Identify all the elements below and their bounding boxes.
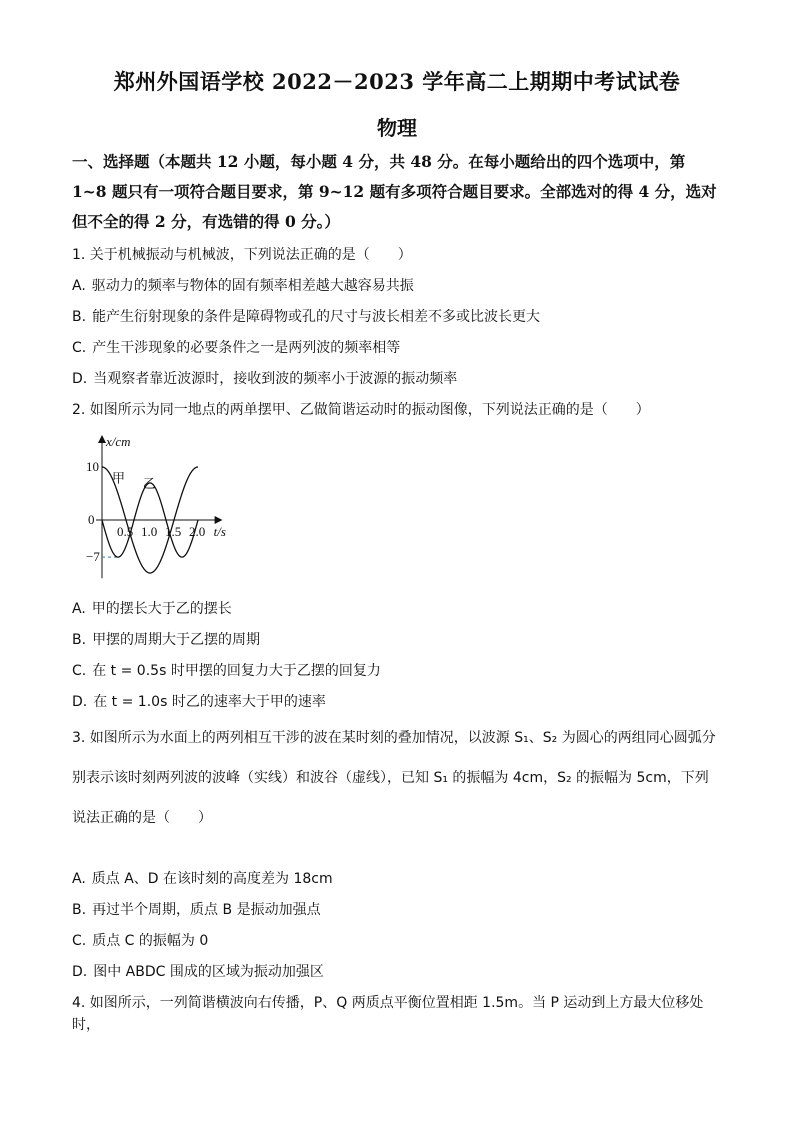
y-tick-label: −7 bbox=[86, 549, 100, 565]
question-2-option-b bbox=[72, 629, 722, 651]
option-label: D. bbox=[72, 371, 88, 387]
question-1-option-d bbox=[72, 368, 722, 390]
option-label: A. bbox=[72, 278, 86, 294]
option-text: 驱动力的频率与物体的固有频率相差越大越容易共振 bbox=[91, 278, 414, 294]
option-text: 在 t = 0.5s 时甲摆的回复力大于乙摆的回复力 bbox=[92, 663, 381, 679]
exam-title: 郑州外国语学校 2022－2023 学年高二上期期中考试试卷 bbox=[113, 69, 681, 94]
series-label-jia: 甲 bbox=[112, 470, 126, 486]
option-label: D. bbox=[72, 694, 88, 710]
vibration-graph bbox=[78, 432, 268, 582]
option-text: 质点 A、D 在该时刻的高度差为 18cm bbox=[91, 871, 333, 887]
subject-title: 物理 bbox=[377, 116, 417, 140]
x-tick-label: 2.0 bbox=[189, 524, 206, 539]
question-1-option-b bbox=[72, 306, 722, 328]
series-label-yi: 乙 bbox=[142, 476, 156, 492]
question-3-option-a bbox=[72, 868, 722, 890]
question-3-option-d bbox=[72, 961, 722, 983]
question-2-stem: 2. 如图所示为同一地点的两单摆甲、乙做简谐运动时的振动图像，下列说法正确的是（ ） bbox=[72, 402, 650, 418]
question-2-option-a bbox=[72, 598, 722, 620]
x-axis-label: t/s bbox=[213, 524, 226, 539]
option-text: 再过半个周期，质点 B 是振动加强点 bbox=[92, 902, 321, 918]
section-heading: 一、选择题（本题共 12 小题，每小题 4 分，共 48 分。在每小题给出的四个选项中，第 1~8 题只有一项符合题目要求，第 9~12 题有多项符合题目要求。全部选对的得 4 分，选对但不全的得 2 分，有选错的得 0 分。） bbox=[72, 152, 717, 231]
question-3-option-b bbox=[72, 899, 722, 921]
y-tick-label: 0 bbox=[88, 512, 95, 527]
option-label: C. bbox=[72, 933, 87, 949]
option-label: B. bbox=[72, 632, 87, 648]
option-text: 甲摆的周期大于乙摆的周期 bbox=[92, 632, 261, 648]
question-1-option-a bbox=[72, 275, 722, 297]
question-4-stem: 4. 如图所示，一列简谐横波向右传播，P、Q 两质点平衡位置相距 1.5m。当 P 运动到上方最大位移处时， bbox=[72, 995, 704, 1033]
question-3-stem: 3. 如图所示为水面上的两列相互干涉的波在某时刻的叠加情况，以波源 S₁、S₂ 为圆心的两组同心圆弧分别表示该时刻两列波的波峰（实线）和波谷（虚线），已知 S₁ 的振幅为 4cm，S₂ 的振幅为 5cm，下列说法正确的是（ ） bbox=[72, 730, 716, 826]
question-2-option-d bbox=[72, 691, 722, 713]
option-text: 当观察者靠近波源时，接收到波的频率小于波源的振动频率 bbox=[93, 371, 458, 387]
option-text: 甲的摆长大于乙的摆长 bbox=[91, 601, 232, 617]
x-tick-label: 1.0 bbox=[141, 524, 158, 539]
question-1-option-c bbox=[72, 337, 722, 359]
x-tick-label: 1.5 bbox=[165, 524, 182, 539]
x-tick-label: 0.5 bbox=[117, 524, 134, 539]
question-2-option-c bbox=[72, 660, 722, 682]
question-3-option-c bbox=[72, 930, 722, 952]
option-label: D. bbox=[72, 964, 88, 980]
option-label: C. bbox=[72, 340, 87, 356]
option-label: A. bbox=[72, 601, 86, 617]
option-label: C. bbox=[72, 663, 87, 679]
option-text: 质点 C 的振幅为 0 bbox=[92, 933, 209, 949]
option-text: 图中 ABDC 围成的区域为振动加强区 bbox=[93, 964, 324, 980]
y-axis-label: x/cm bbox=[106, 434, 131, 449]
option-label: B. bbox=[72, 902, 87, 918]
option-label: B. bbox=[72, 309, 87, 325]
y-tick-label: 10 bbox=[86, 459, 99, 474]
option-text: 产生干涉现象的必要条件之一是两列波的频率相等 bbox=[92, 340, 401, 356]
option-label: A. bbox=[72, 871, 86, 887]
option-text: 能产生衍射现象的条件是障碍物或孔的尺寸与波长相差不多或比波长更大 bbox=[92, 309, 541, 325]
option-text: 在 t = 1.0s 时乙的速率大于甲的速率 bbox=[93, 694, 326, 710]
question-1-stem: 1. 关于机械振动与机械波，下列说法正确的是（ ） bbox=[72, 247, 412, 263]
